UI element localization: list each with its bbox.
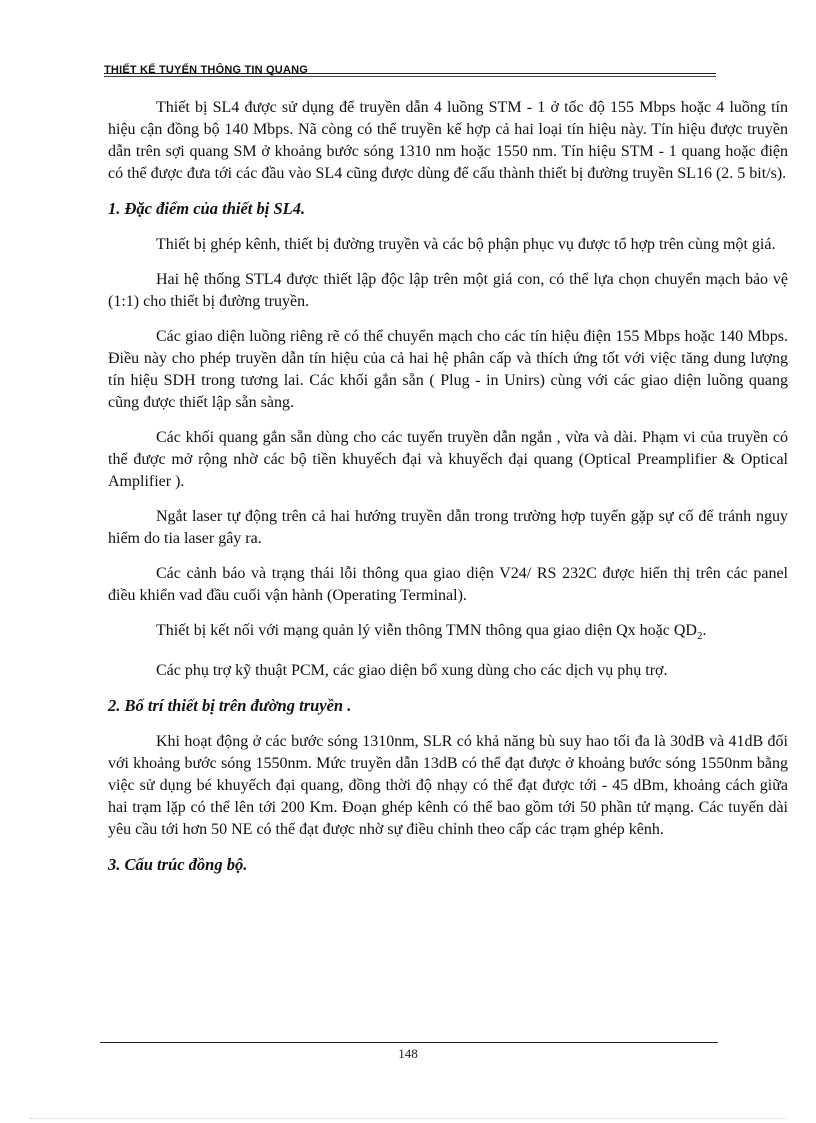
body-text [108,97,788,890]
subscript: 2 [696,630,703,643]
paragraph: Khi hoạt động ở các bước sóng 1310nm, SLR có khả năng bù suy hao tối đa là 30dB và 41dB đối với khoảng bước sóng 1550nm. Mức truyền dẫn 13dB có thể đạt được ở khoảng bước sóng 1550nm bằng việc sử dụng bé khuyếch đại quang, đồng thời độ nhạy có thể đạt được tới - 45 dBm, khoảng cách giữa hai trạm lặp có thể lên tới 200 Km. Đoạn ghép kênh có thể bao gồm tới 50 phần tử mạng. Các tuyến dài yêu cầu tới hơn 50 NE có thể đạt được nhờ sự điều chỉnh theo cấp các trạm ghép kênh. [108,733,788,839]
section-heading: 2. Bố trí thiết bị trên đường truyền . [108,696,352,716]
paragraph: Các khối quang gắn sẵn dùng cho các tuyến truyền dẫn ngắn , vừa và dài. Phạm vi của truyền có thể được mở rộng nhờ các bộ tiền khuyếch đại và khuyếch đại quang (Optical Preamplifier & Optical Amplifier ). [108,429,788,490]
paragraph: Các giao diện luồng riêng rẽ có thể chuyển mạch cho các tín hiệu điện 155 Mbps hoặc 140 Mbps. Điều này cho phép truyền dẫn tín hiệu của cả hai hệ phân cấp và thích ứng tốt với việc tăng dung lượng tín hiệu SDH trong tương lai. Các khối gắn sẵn ( Plug - in Unirs) cùng với các giao diện luồng quang cũng được thiết lập sẵn sàng. [108,328,788,411]
paragraph: Thiết bị ghép kênh, thiết bị đường truyền và các bộ phận phục vụ được tổ hợp trên cùng một giá. [156,236,776,253]
paragraph-text: Thiết bị kết nối với mạng quản lý viễn thông TMN thông qua giao diện Qx hoặc QD [156,622,697,639]
page-edge-dots [30,1118,786,1119]
footer-rule [100,1042,718,1043]
paragraph: Hai hệ thống STL4 được thiết lập độc lập trên một giá con, có thể lựa chọn chuyển mạch bảo vệ (1:1) cho thiết bị đường truyền. [108,271,788,310]
section-heading: 3. Cấu trúc đồng bộ. [108,855,248,875]
running-header [104,62,716,78]
paragraph: Các phụ trợ kỹ thuật PCM, các giao diện bổ xung dùng cho các dịch vụ phụ trợ. [156,662,668,680]
paragraph [108,620,788,647]
header-rule-secondary [104,76,716,77]
paragraph-end: . [702,622,707,639]
paragraph: Ngắt laser tự động trên cả hai hướng truyền dẫn trong trường hợp tuyến gặp sự cố để tránh nguy hiểm do tia laser gây ra. [108,508,788,547]
header-rule [104,73,716,74]
header-title: THIẾT KẾ TUYẾN THÔNG TIN QUANG [104,64,308,76]
section-heading: 1. Đặc điểm của thiết bị SL4. [108,199,306,218]
page-number: 148 [398,1046,418,1061]
paragraph: Thiết bị SL4 được sử dụng để truyền dẫn 4 luồng STM - 1 ở tốc độ 155 Mbps hoặc 4 luồng tín hiệu cận đồng bộ 140 Mbps. Nã còng có thể truyền kế hợp cả hai loại tín hiệu này. Tín hiệu được truyền dẫn trên sợi quang SM ở khoảng bước sóng 1310 nm hoặc 1550 nm. Tín hiệu STM - 1 quang hoặc điện có thể được đưa tới các đầu vào SL4 cũng được dùng để cấu thành thiết bị đường truyền SL16 (2. 5 bit/s). [108,99,788,182]
paragraph: Các cảnh báo và trạng thái lỗi thông qua giao diện V24/ RS 232C được hiển thị trên các panel điều khiển vad đầu cuối vận hành (Operating Terminal). [108,565,788,604]
